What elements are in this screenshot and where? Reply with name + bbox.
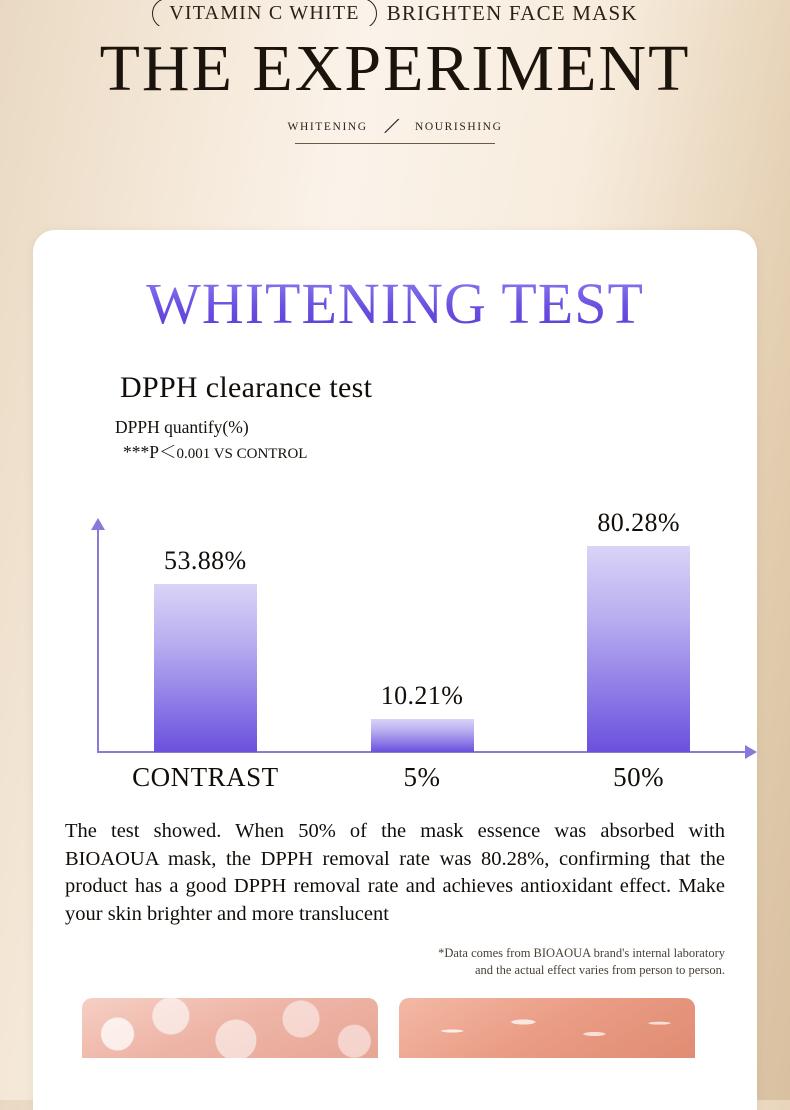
chart-heading: DPPH clearance test [120, 371, 373, 404]
bar-value-50pct: 80.28% [597, 508, 680, 538]
footnote [33, 945, 725, 980]
x-label-50pct: 50% [613, 762, 665, 793]
x-label-5pct: 5% [403, 762, 441, 793]
bar-group [97, 508, 747, 752]
bar-value-5pct: 10.21% [380, 681, 464, 711]
x-axis-labels [97, 762, 747, 793]
bar-value-contrast: 53.88% [164, 546, 247, 576]
header-kicker [0, 0, 790, 26]
chart-axis-note [115, 415, 757, 466]
card-title: WHITENING TEST [33, 275, 757, 333]
vitamin-c-pill: VITAMIN C WHITE [152, 0, 376, 26]
x-label-contrast: CONTRAST [132, 762, 279, 793]
bar-50pct [587, 546, 690, 752]
page-header [0, 0, 790, 144]
bar-slot-50pct [530, 508, 747, 752]
test-summary-paragraph: The test showed. When 50% of the mask essence was absorbed with BIOAOUA mask, the DPPH removal rate was 80.28%, confirming that the product has a good DPPH removal rate and achieves antioxidant effect. Make your skin brighter and more translucent [65, 820, 725, 926]
significance-note [123, 440, 757, 466]
significance-suffix: 0.001 VS CONTROL [176, 446, 308, 463]
whitening-test-card [33, 230, 757, 1110]
y-axis-label: DPPH quantify(%) [115, 417, 249, 437]
page-title: THE EXPERIMENT [99, 32, 691, 105]
bar-slot-contrast [97, 508, 314, 752]
footnote-line-1: *Data comes from BIOAOUA brand's internal laboratory [438, 945, 725, 960]
bar-contrast [154, 584, 257, 752]
photo-strip [82, 998, 757, 1058]
less-than-icon: ＜ [158, 442, 177, 463]
bar-5pct [371, 719, 474, 752]
header-divider [295, 143, 495, 144]
bar-slot-5pct [314, 508, 531, 752]
skin-closeup-left-image [82, 998, 378, 1058]
slash-icon: ╱ [384, 118, 398, 137]
kicker-rest: BRIGHTEN FACE MASK [386, 0, 638, 25]
subline-whitening: WHITENING [287, 120, 368, 133]
footnote-line-2: and the actual effect varies from person to person. [474, 963, 725, 978]
chart-heading-block [120, 371, 757, 405]
serum-droplets-right-image [399, 998, 695, 1058]
significance-prefix: ***P [123, 442, 159, 463]
subline-nourishing: NOURISHING [414, 120, 503, 133]
header-subline [288, 117, 503, 136]
dpph-bar-chart [33, 470, 757, 800]
